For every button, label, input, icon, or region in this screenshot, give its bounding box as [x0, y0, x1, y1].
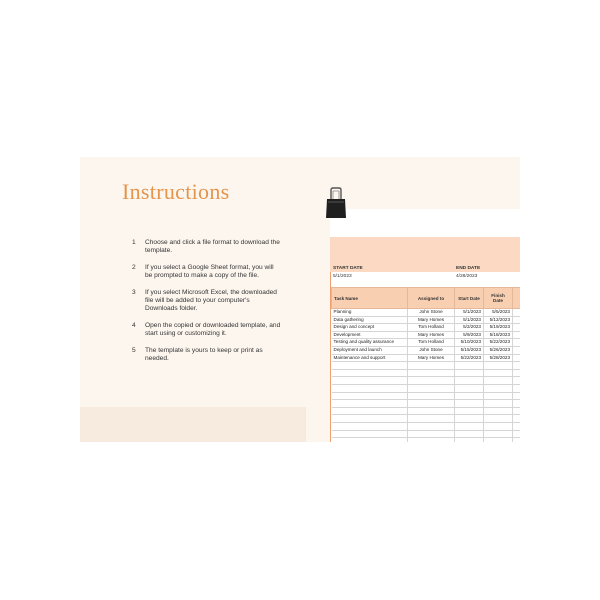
assigned-to-cell	[408, 407, 455, 415]
finish-date-cell	[484, 407, 513, 415]
step-number: 1	[132, 239, 136, 246]
instruction-step	[132, 264, 282, 281]
table-row	[332, 392, 521, 400]
table-row	[332, 346, 521, 354]
task-name-cell	[332, 377, 408, 385]
step-text: If you select a Google Sheet format, you will be prompted to make a copy of the file.	[145, 263, 274, 280]
table-header-row	[332, 288, 521, 309]
start-date-cell	[455, 415, 484, 423]
start-date-value: 5/1/2023	[331, 272, 407, 281]
step-number: 5	[132, 346, 136, 354]
start-date-cell	[455, 438, 484, 442]
extra-cell	[513, 362, 521, 370]
table-row	[332, 354, 521, 362]
assigned-to-cell	[408, 415, 455, 423]
finish-date-cell	[484, 362, 513, 370]
start-date-cell: 5/22/2023	[455, 354, 484, 362]
finish-date-cell	[484, 422, 513, 430]
extra-cell	[513, 369, 521, 377]
assigned-to-cell: Mary Homes	[408, 354, 455, 362]
assigned-to-cell: Tom Holland	[408, 324, 455, 332]
column-header-finish: Finish Date	[484, 288, 513, 309]
start-date-cell	[455, 384, 484, 392]
extra-cell	[513, 415, 521, 423]
assigned-to-cell	[408, 438, 455, 442]
task-name-cell: Design and concept	[332, 324, 408, 332]
assigned-to-cell: Tom Holland	[408, 339, 455, 347]
task-name-cell	[332, 430, 408, 438]
task-name-cell	[332, 438, 408, 442]
start-date-cell	[455, 407, 484, 415]
extra-cell	[513, 400, 521, 408]
table-row	[332, 430, 521, 438]
extra-cell	[513, 384, 521, 392]
assigned-to-cell: Mary Homes	[408, 331, 455, 339]
table-row	[332, 331, 521, 339]
task-name-cell	[332, 362, 408, 370]
task-name-cell: Maintenance and support	[332, 354, 408, 362]
instruction-step	[132, 347, 282, 364]
table-row	[332, 384, 521, 392]
end-date-value: 4/28/2023	[454, 272, 520, 281]
finish-date-cell	[484, 369, 513, 377]
task-name-cell: Data gathering	[332, 316, 408, 324]
finish-date-cell: 5/18/2023	[484, 331, 513, 339]
start-date-cell	[455, 430, 484, 438]
start-date-cell: 5/2/2023	[455, 324, 484, 332]
extra-cell	[513, 339, 521, 347]
start-date-label: START DATE	[333, 266, 363, 271]
step-text: Choose and click a file format to download the template.	[145, 239, 280, 255]
extra-cell	[513, 354, 521, 362]
card-footer-band	[80, 407, 306, 442]
start-date-cell: 5/1/2023	[455, 309, 484, 317]
task-name-cell	[332, 400, 408, 408]
start-date-cell	[455, 369, 484, 377]
step-text: If you select Microsoft Excel, the downloaded file will be added to your computer's Downloads folder.	[145, 288, 277, 313]
instructions-title: Instructions	[122, 179, 230, 204]
assigned-to-cell	[408, 369, 455, 377]
table-row	[332, 316, 521, 324]
extra-cell	[513, 331, 521, 339]
instructions-card	[80, 157, 520, 442]
finish-date-cell	[484, 438, 513, 442]
start-date-cell	[455, 377, 484, 385]
start-date-cell	[455, 422, 484, 430]
extra-cell	[513, 430, 521, 438]
start-date-cell	[455, 392, 484, 400]
table-row	[332, 377, 521, 385]
start-date-cell: 5/10/2023	[455, 339, 484, 347]
finish-date-cell	[484, 430, 513, 438]
start-date-cell	[455, 362, 484, 370]
column-header-task: Task Name	[332, 288, 408, 309]
table-row	[332, 438, 521, 442]
task-table-body	[332, 309, 521, 443]
task-name-cell	[332, 422, 408, 430]
task-name-cell	[332, 407, 408, 415]
extra-cell	[513, 438, 521, 442]
extra-cell	[513, 346, 521, 354]
step-number: 2	[132, 263, 136, 271]
task-name-cell	[332, 392, 408, 400]
start-date-cell	[455, 400, 484, 408]
extra-cell	[513, 377, 521, 385]
assigned-to-cell: John Stone	[408, 309, 455, 317]
assigned-to-cell	[408, 422, 455, 430]
extra-cell	[513, 407, 521, 415]
task-name-cell: Planning	[332, 309, 408, 317]
end-date-label: END DATE	[456, 266, 481, 271]
assigned-to-cell	[408, 377, 455, 385]
step-text: Open the copied or downloaded template, and start using or customizing it.	[145, 321, 281, 338]
finish-date-cell	[484, 384, 513, 392]
finish-date-cell	[484, 392, 513, 400]
assigned-to-cell	[408, 392, 455, 400]
column-header-assigned: Assigned to	[408, 288, 455, 309]
start-date-cell: 5/15/2023	[455, 346, 484, 354]
binder-clip-icon	[324, 187, 348, 219]
assigned-to-cell	[408, 362, 455, 370]
table-row	[332, 407, 521, 415]
instructions-list	[132, 239, 282, 371]
table-row	[332, 339, 521, 347]
finish-date-cell	[484, 377, 513, 385]
finish-date-cell: 5/28/2023	[484, 354, 513, 362]
extra-cell	[513, 324, 521, 332]
column-header-start: Start Date	[455, 288, 484, 309]
assigned-to-cell	[408, 430, 455, 438]
instruction-step	[132, 322, 282, 339]
table-row	[332, 369, 521, 377]
step-number: 3	[132, 288, 136, 296]
table-row	[332, 415, 521, 423]
extra-cell	[513, 316, 521, 324]
assigned-to-cell	[408, 384, 455, 392]
step-number: 4	[132, 321, 136, 329]
task-name-cell	[332, 415, 408, 423]
task-name-cell	[332, 369, 408, 377]
finish-date-cell: 5/22/2023	[484, 339, 513, 347]
assigned-to-cell: Mary Homes	[408, 316, 455, 324]
finish-date-cell: 5/26/2023	[484, 346, 513, 354]
assigned-to-cell: John Stone	[408, 346, 455, 354]
task-table	[331, 287, 520, 442]
table-row	[332, 422, 521, 430]
extra-cell	[513, 422, 521, 430]
finish-date-cell: 5/19/2023	[484, 324, 513, 332]
task-name-cell: Deployment and launch	[332, 346, 408, 354]
finish-date-cell	[484, 415, 513, 423]
step-text: The template is yours to keep or print as needed.	[145, 346, 263, 363]
task-name-cell: Development	[332, 331, 408, 339]
instruction-step	[132, 239, 282, 256]
finish-date-cell: 5/5/2023	[484, 309, 513, 317]
task-name-cell: Testing and quality assurance	[332, 339, 408, 347]
table-row	[332, 362, 521, 370]
finish-date-cell: 5/12/2023	[484, 316, 513, 324]
extra-cell	[513, 392, 521, 400]
spreadsheet-preview	[330, 209, 520, 442]
start-date-cell: 5/9/2023	[455, 331, 484, 339]
start-date-cell: 5/1/2023	[455, 316, 484, 324]
table-row	[332, 400, 521, 408]
assigned-to-cell	[408, 400, 455, 408]
instruction-step	[132, 289, 282, 314]
extra-cell	[513, 309, 521, 317]
table-row	[332, 324, 521, 332]
finish-date-cell	[484, 400, 513, 408]
column-header-extra	[513, 288, 521, 309]
task-name-cell	[332, 384, 408, 392]
table-row	[332, 309, 521, 317]
